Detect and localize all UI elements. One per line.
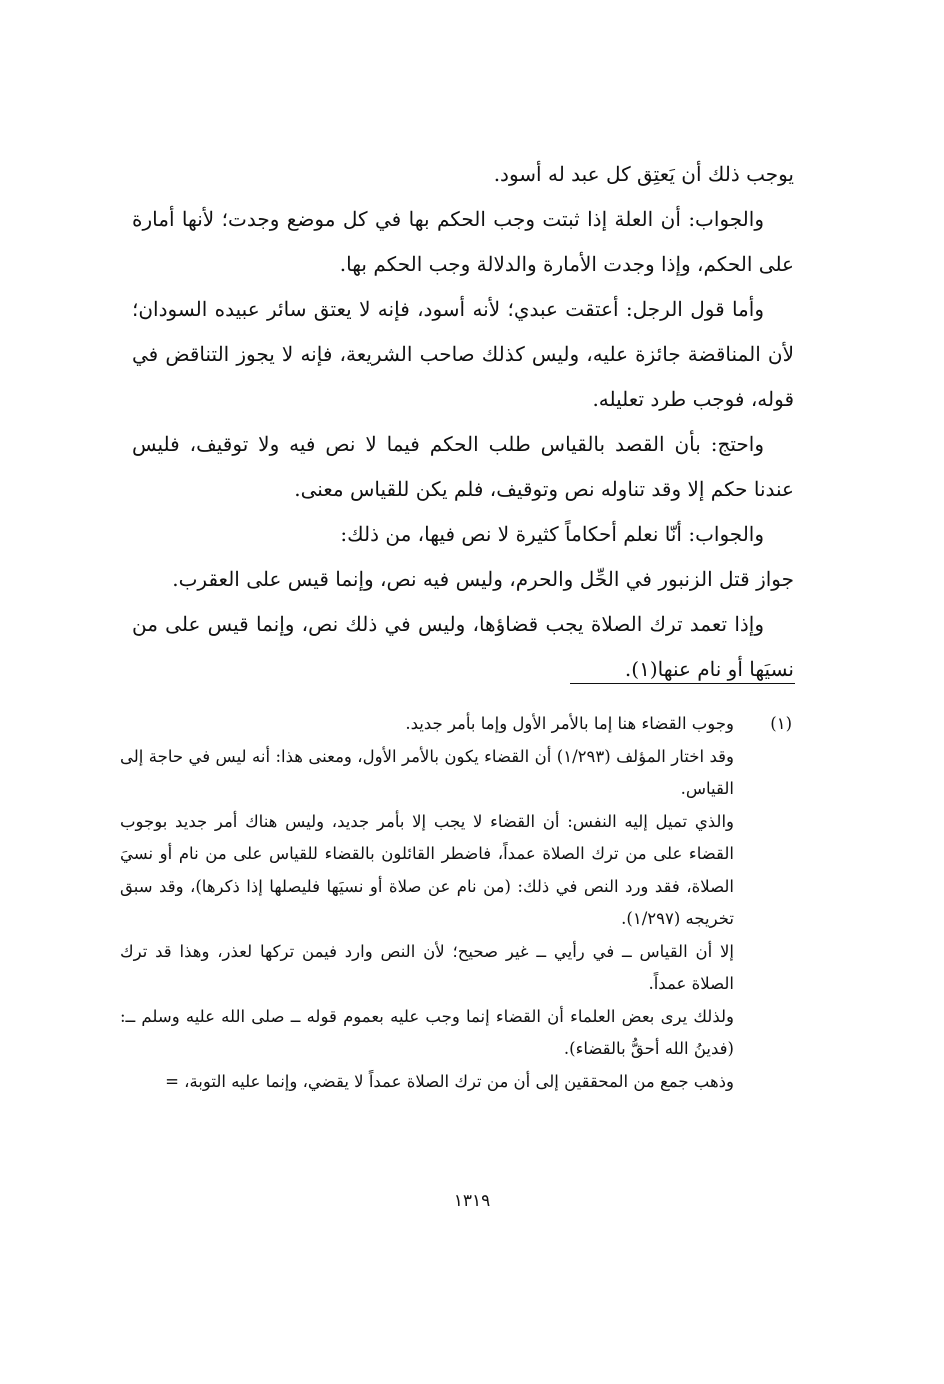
footnote-body xyxy=(120,708,734,1098)
footnote-paragraph: والذي تميل إليه النفس: أن القضاء لا يجب إلا بأمر جديد، وليس هناك أمر جديد بوجوب القضاء على من ترك الصلاة عمداً، فاضطر القائلون بالقضاء للقياس على من نام أو نسيَ الصلاة، فقد ورد النص في ذلك: (من نام عن صلاة أو نسيَها فليصلها إذا ذكرها)، وقد سبق تخريجه (١/٢٩٧). xyxy=(120,811,734,928)
footnote-paragraph: وجوب القضاء هنا إما بالأمر الأول وإما بأمر جديد. xyxy=(405,714,734,733)
paragraph: واحتج: بأن القصد بالقياس طلب الحكم فيما لا نص فيه ولا توقيف، فليس عندنا حكم إلا وقد تناوله نص وتوقيف، فلم يكن للقياس معنى. xyxy=(132,432,794,501)
footnotes xyxy=(120,708,792,1098)
page-number: ١٣١٩ xyxy=(453,1191,491,1211)
footnote-paragraph: وقد اختار المؤلف (١/٢٩٣) أن القضاء يكون بالأمر الأول، ومعنى هذا: أنه ليس في حاجة إلى القياس. xyxy=(120,746,734,798)
footnote-separator xyxy=(570,683,795,684)
paragraph: يوجب ذلك أن يَعتِق كل عبد له أسود. xyxy=(493,162,794,186)
footnote-reference: (١). xyxy=(624,657,658,681)
footnote-paragraph: ولذلك يرى بعض العلماء أن القضاء إنما وجب عليه بعموم قوله ــ صلى الله عليه وسلم ــ: (فدينُ الله أحقُّ بالقضاء). xyxy=(120,1006,734,1058)
footnote-paragraph: إلا أن القياس ــ في رأيي ــ غير صحيح؛ لأن النص وارد فيمن تركها لعذر، وهذا قد ترك الصلاة عمداً. xyxy=(120,941,734,993)
paragraph: والجواب: أن العلة إذا ثبتت وجب الحكم بها في كل موضع وجدت؛ لأنها أمارة على الحكم، وإذا وجدت الأمارة والدلالة وجب الحكم بها. xyxy=(132,207,794,276)
paragraph-text: وإذا تعمد ترك الصلاة يجب قضاؤها، وليس في ذلك نص، وإنما قيس على من نسيَها أو نام عنها xyxy=(132,612,794,681)
main-text xyxy=(132,152,794,692)
paragraph xyxy=(132,602,794,692)
paragraph: وأما قول الرجل: أعتقت عبدي؛ لأنه أسود، فإنه لا يعتق سائر عبيده السودان؛ لأن المناقضة جائزة عليه، وليس كذلك صاحب الشريعة، فإنه لا يجوز التناقض في قوله، فوجب طرد تعليله. xyxy=(132,297,794,411)
footnote-paragraph: وذهب جمع من المحققين إلى أن من ترك الصلاة عمداً لا يقضي، وإنما عليه التوبة، = xyxy=(165,1071,734,1091)
footnote-marker: (١) xyxy=(770,714,792,733)
paragraph: جواز قتل الزنبور في الحِّل والحرم، وليس فيه نص، وإنما قيس على العقرب. xyxy=(172,567,794,591)
paragraph: والجواب: أنّا نعلم أحكاماً كثيرة لا نص فيها، من ذلك: xyxy=(340,522,764,546)
